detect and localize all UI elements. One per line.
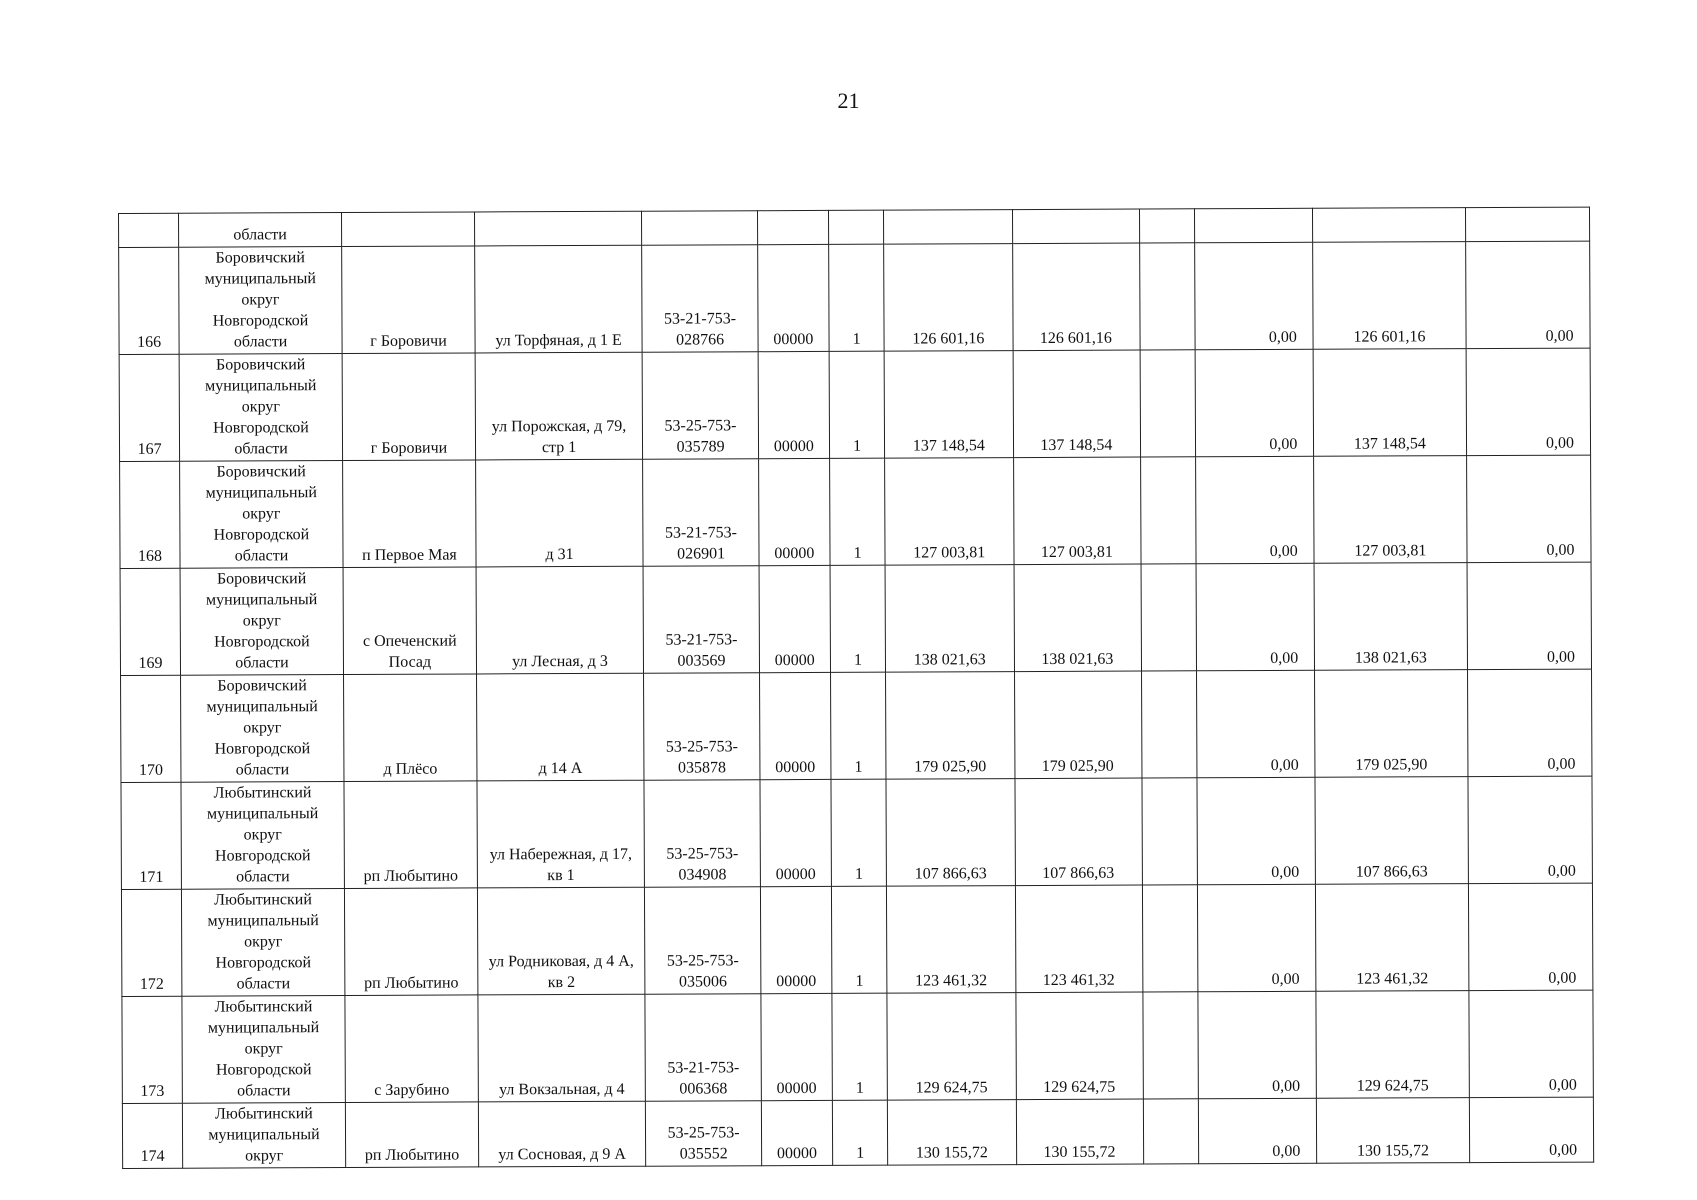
cell-code: 53-25-753-034908 <box>644 780 760 888</box>
municipality-line: Боровичский <box>216 463 306 481</box>
cell-num: 166 <box>119 247 179 354</box>
cell-municipality <box>181 782 344 890</box>
cell-v3 <box>1142 778 1198 885</box>
cell-v1: 107 866,63 <box>886 779 1015 887</box>
municipality-line: муниципальный <box>205 484 317 502</box>
cell-municipality <box>180 461 343 569</box>
municipality-line: муниципальный <box>208 1126 320 1144</box>
cell-address: ул Набережная, д 17, кв 1 <box>477 780 645 888</box>
municipality-line: округ <box>243 719 282 737</box>
cell-v6: 0,00 <box>1467 776 1592 884</box>
cell-locality: рп Любытино <box>344 781 477 889</box>
cell-locality: рп Любытино <box>344 888 477 996</box>
cell-v3 <box>1140 350 1196 457</box>
cell-zeros: 00000 <box>760 886 831 993</box>
cell-qty: 1 <box>832 1100 888 1165</box>
cell-qty <box>828 210 884 244</box>
cell-v2: 127 003,81 <box>1014 457 1141 565</box>
municipality-line: области <box>236 975 291 993</box>
municipality-line: Новгородской <box>212 312 309 330</box>
cell-code: 53-21-753-028766 <box>642 245 758 353</box>
cell-v6: 0,00 <box>1466 348 1591 456</box>
cell-v4: 0,00 <box>1197 777 1315 885</box>
cell-address: ул Лесная, д 3 <box>476 566 644 674</box>
cell-v4 <box>1195 208 1313 243</box>
cell-locality: с Зарубино <box>345 995 478 1103</box>
cell-num: 173 <box>122 996 182 1103</box>
municipality-line: области <box>235 761 290 779</box>
cell-municipality <box>181 675 344 783</box>
cell-code: 53-25-753-035006 <box>645 887 761 995</box>
municipality-line: муниципальный <box>206 698 318 716</box>
municipality-line: Новгородской <box>213 526 310 544</box>
cell-code: 53-21-753-003569 <box>643 566 759 674</box>
cell-locality: рп Любытино <box>345 1102 478 1168</box>
municipality-line: округ <box>241 291 280 309</box>
cell-v4: 0,00 <box>1197 670 1315 778</box>
cell-v2: 130 155,72 <box>1016 1099 1143 1165</box>
cell-qty: 1 <box>829 351 885 458</box>
cell-v1 <box>884 210 1013 245</box>
cell-v1: 179 025,90 <box>886 672 1015 780</box>
cell-municipality: области <box>179 213 342 248</box>
cell-v4: 0,00 <box>1198 884 1316 992</box>
cell-qty: 1 <box>830 672 886 779</box>
cell-v1: 129 624,75 <box>887 993 1016 1101</box>
municipality-line: Новгородской <box>215 1061 312 1079</box>
cell-v4: 0,00 <box>1199 1098 1317 1164</box>
registry-table-wrapper <box>118 207 1594 1169</box>
municipality-line: округ <box>242 505 281 523</box>
cell-num: 167 <box>119 354 179 461</box>
municipality-line: Новгородской <box>213 419 309 437</box>
cell-v1: 123 461,32 <box>887 886 1016 994</box>
table-row <box>122 1097 1593 1168</box>
municipality-line: Новгородской <box>214 633 310 651</box>
cell-qty: 1 <box>831 779 887 886</box>
cell-address: ул Порожская, д 79, стр 1 <box>475 352 643 460</box>
cell-v1: 130 155,72 <box>888 1100 1017 1166</box>
cell-v4: 0,00 <box>1196 456 1314 564</box>
municipality-line: области <box>236 868 290 886</box>
cell-v2: 107 866,63 <box>1015 778 1142 886</box>
cell-v6: 0,00 <box>1467 669 1592 777</box>
municipality-line: Боровичский <box>216 570 307 588</box>
municipality-line: муниципальный <box>206 805 319 823</box>
cell-municipality <box>182 996 345 1104</box>
cell-v6: 0,00 <box>1465 241 1590 349</box>
cell-locality <box>341 212 474 247</box>
cell-zeros: 00000 <box>761 993 832 1100</box>
cell-zeros: 00000 <box>758 244 829 351</box>
cell-v6: 0,00 <box>1468 990 1593 1098</box>
cell-address: ул Родниковая, д 4 А, кв 2 <box>477 887 645 995</box>
municipality-line: округ <box>242 612 281 630</box>
municipality-line: округ <box>243 826 282 844</box>
municipality-line: муниципальный <box>207 1019 320 1037</box>
cell-code <box>642 211 758 246</box>
cell-qty: 1 <box>828 244 884 351</box>
cell-zeros: 00000 <box>760 779 831 886</box>
cell-v2: 179 025,90 <box>1015 671 1142 779</box>
municipality-line: Любытинский <box>214 998 313 1016</box>
cell-address: ул Торфяная, д 1 Е <box>475 245 643 353</box>
table-row <box>122 990 1593 1103</box>
cell-qty: 1 <box>830 565 886 672</box>
cell-zeros: 00000 <box>759 672 830 779</box>
cell-locality: д Плёсо <box>344 674 477 782</box>
cell-num: 172 <box>121 889 181 996</box>
municipality-line: округ <box>241 398 280 416</box>
cell-v3 <box>1139 209 1195 243</box>
municipality-line: области <box>237 1082 291 1100</box>
cell-v6: 0,00 <box>1466 455 1591 563</box>
cell-v1: 137 148,54 <box>885 351 1014 459</box>
cell-v3 <box>1141 671 1197 778</box>
municipality-line: муниципальный <box>207 912 319 930</box>
cell-qty: 1 <box>831 886 887 993</box>
cell-v5: 126 601,16 <box>1313 242 1466 350</box>
municipality-line: области <box>233 333 288 351</box>
cell-v5: 107 866,63 <box>1315 777 1468 885</box>
municipality-line: муниципальный <box>205 591 318 609</box>
municipality-line: области <box>234 440 288 458</box>
cell-v1: 138 021,63 <box>885 565 1014 673</box>
cell-zeros: 00000 <box>759 565 830 672</box>
cell-v5: 130 155,72 <box>1317 1098 1470 1164</box>
municipality-line: Любытинский <box>213 784 312 802</box>
cell-v3 <box>1141 564 1197 671</box>
cell-zeros: 00000 <box>761 1100 832 1165</box>
cell-locality: г Боровичи <box>342 353 475 461</box>
cell-num <box>119 213 179 247</box>
cell-num: 170 <box>121 675 181 782</box>
cell-municipality <box>180 568 343 676</box>
cell-v6: 0,00 <box>1467 562 1592 670</box>
municipality-line: муниципальный <box>204 270 316 288</box>
cell-qty: 1 <box>829 458 885 565</box>
cell-locality: г Боровичи <box>342 246 475 354</box>
cell-v5: 137 148,54 <box>1313 349 1466 457</box>
cell-v3 <box>1139 243 1195 350</box>
cell-v3 <box>1143 992 1199 1099</box>
table-row <box>119 348 1590 461</box>
cell-code: 53-25-753-035878 <box>644 673 760 781</box>
cell-v6: 0,00 <box>1468 883 1593 991</box>
cell-municipality <box>182 1103 345 1169</box>
cell-code: 53-25-753-035552 <box>646 1101 762 1167</box>
table-row <box>119 241 1590 354</box>
cell-municipality <box>179 354 342 462</box>
cell-code: 53-25-753-035789 <box>642 352 758 460</box>
municipality-line: Любытинский <box>214 1105 313 1123</box>
cell-v1: 127 003,81 <box>885 458 1014 566</box>
cell-v1: 126 601,16 <box>884 244 1013 352</box>
cell-v4: 0,00 <box>1195 349 1313 457</box>
cell-v5: 179 025,90 <box>1315 670 1468 778</box>
municipality-line: Боровичский <box>215 249 305 267</box>
cell-v2 <box>1013 209 1140 244</box>
cell-address: д 31 <box>476 459 644 567</box>
municipality-line: области <box>235 654 289 672</box>
page-number: 21 <box>837 88 860 113</box>
cell-v2: 137 148,54 <box>1013 350 1140 458</box>
cell-v3 <box>1140 457 1196 564</box>
cell-v5: 129 624,75 <box>1316 991 1469 1099</box>
municipality-line: округ <box>245 1147 284 1165</box>
municipality-line: Боровичский <box>215 356 306 374</box>
municipality-line: области <box>234 547 289 565</box>
cell-v3 <box>1142 885 1198 992</box>
cell-qty: 1 <box>832 993 888 1100</box>
municipality-line: округ <box>244 933 283 951</box>
municipality-line: Новгородской <box>215 954 312 972</box>
municipality-line: Новгородской <box>214 740 311 758</box>
cell-v4: 0,00 <box>1198 991 1316 1099</box>
cell-v2: 138 021,63 <box>1014 564 1141 672</box>
cell-v5 <box>1313 208 1465 243</box>
cell-address: ул Вокзальная, д 4 <box>478 994 646 1102</box>
registry-table <box>118 207 1594 1169</box>
municipality-line: Любытинский <box>214 891 312 909</box>
cell-v2: 129 624,75 <box>1016 992 1143 1100</box>
cell-address <box>474 211 641 246</box>
cell-code: 53-21-753-026901 <box>643 459 759 567</box>
cell-num: 171 <box>121 782 181 889</box>
cell-v4: 0,00 <box>1196 563 1314 671</box>
table-body <box>119 207 1594 1168</box>
municipality-line: Новгородской <box>214 847 311 865</box>
cell-v5: 123 461,32 <box>1316 884 1469 992</box>
cell-v5: 138 021,63 <box>1314 563 1467 671</box>
cell-municipality <box>179 247 342 355</box>
table-row <box>121 669 1592 782</box>
cell-zeros: 00000 <box>758 351 829 458</box>
cell-v6: 0,00 <box>1469 1097 1594 1163</box>
cell-address: д 14 А <box>476 673 644 781</box>
cell-num: 169 <box>120 568 180 675</box>
cell-v5: 127 003,81 <box>1314 456 1467 564</box>
cell-zeros <box>757 210 828 244</box>
cell-v4: 0,00 <box>1195 242 1313 350</box>
cell-zeros: 00000 <box>759 458 830 565</box>
municipality-line: муниципальный <box>205 377 317 395</box>
cell-v3 <box>1143 1099 1199 1164</box>
municipality-line: Боровичский <box>217 677 307 695</box>
cell-locality: п Первое Мая <box>343 460 476 568</box>
cell-code: 53-21-753-006368 <box>645 994 761 1102</box>
cell-num: 174 <box>122 1103 182 1168</box>
cell-num: 168 <box>120 461 180 568</box>
table-row <box>120 562 1591 675</box>
cell-municipality <box>181 889 344 997</box>
table-row <box>120 455 1591 568</box>
cell-locality: с Опеченский Посад <box>343 567 476 675</box>
municipality-line: округ <box>244 1040 283 1058</box>
table-row <box>121 883 1592 996</box>
cell-v2: 126 601,16 <box>1013 243 1140 351</box>
cell-v6 <box>1465 207 1590 242</box>
cell-address: ул Сосновая, д 9 А <box>478 1101 646 1167</box>
table-row <box>121 776 1592 889</box>
cell-v2: 123 461,32 <box>1016 885 1143 993</box>
